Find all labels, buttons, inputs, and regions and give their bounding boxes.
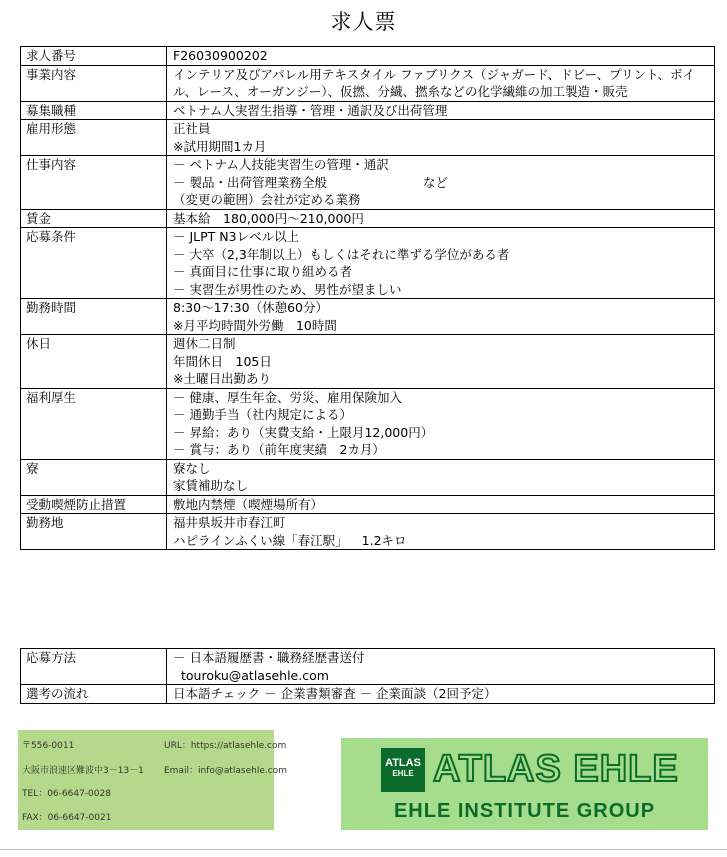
table-row — [21, 209, 715, 228]
phone-number: TEL：06-6647-0028 — [22, 789, 111, 799]
row-label: 選考の流れ — [21, 685, 167, 704]
row-label: 雇用形態 — [21, 120, 167, 156]
table-row — [21, 459, 715, 495]
atlas-ehle-logo — [341, 738, 708, 830]
logo-badge-icon: ATLAS EHLE — [381, 748, 425, 792]
row-label: 勤務地 — [21, 514, 167, 550]
row-label: 福利厚生 — [21, 388, 167, 459]
row-label: 勤務時間 — [21, 299, 167, 335]
row-value: － 日本語履歴書・職務経歴書送付 touroku@atlasehle.com — [167, 649, 715, 685]
email-address: Email：info@atlasehle.com — [164, 766, 287, 776]
row-value: 正社員 ※試用期間1カ月 — [167, 120, 715, 156]
job-details-table — [20, 46, 715, 550]
row-value: F26030900202 — [167, 47, 715, 66]
table-row — [21, 495, 715, 514]
table-row — [21, 228, 715, 299]
row-label: 応募方法 — [21, 649, 167, 685]
row-value: 基本給 180,000円～210,000円 — [167, 209, 715, 228]
page-title: 求人票 — [330, 10, 397, 34]
row-value: インテリア及びアパレル用テキスタイル ファブリクス（ジャガード、ドビー、プリント、ボイル、レース、オーガンジー）、仮撚、分繊、撚糸などの化学繊維の加工製造・販売 — [167, 65, 715, 101]
table-row — [21, 101, 715, 120]
row-value: － 健康、厚生年金、労災、雇用保険加入 － 通勤手当（社内規定による） － 昇給：あり（実費支給・上限月12,000円） － 賞与：あり（前年度実績 2カ月） — [167, 388, 715, 459]
row-value: 敷地内禁煙（喫煙場所有） — [167, 495, 715, 514]
table-row — [21, 299, 715, 335]
postal-code: 〒556-0011 — [22, 741, 75, 751]
row-label: 求人番号 — [21, 47, 167, 66]
row-label: 寮 — [21, 459, 167, 495]
address: 大阪市浪速区難波中3－13－1 — [22, 766, 144, 776]
table-row — [21, 388, 715, 459]
logo-subtitle: EHLE INSTITUTE GROUP — [393, 800, 656, 822]
row-label: 休日 — [21, 335, 167, 389]
row-label: 仕事内容 — [21, 156, 167, 210]
row-value: ベトナム人実習生指導・管理・通訳及び出荷管理 — [167, 101, 715, 120]
row-label: 受動喫煙防止措置 — [21, 495, 167, 514]
table-row — [21, 335, 715, 389]
row-value: 日本語チェック － 企業書類審査 － 企業面談（2回予定） — [167, 685, 715, 704]
application-table — [20, 648, 715, 704]
row-label: 賃金 — [21, 209, 167, 228]
contact-box — [18, 730, 287, 830]
table-row — [21, 685, 715, 704]
row-value: － JLPT N3レベル以上 － 大卒（2,3年制以上）もしくはそれに準ずる学位がある者 － 真面目に仕事に取り組める者 － 実習生が男性のため、男性が望ましい — [167, 228, 715, 299]
table-row — [21, 156, 715, 210]
table-row — [21, 649, 715, 685]
table-row — [21, 514, 715, 550]
row-label: 応募条件 — [21, 228, 167, 299]
page-divider — [0, 849, 727, 850]
website-url: URL：https://atlasehle.com — [164, 741, 287, 751]
row-value: 寮なし 家賃補助なし — [167, 459, 715, 495]
table-row — [21, 47, 715, 66]
row-value: 8:30～17:30（休憩60分） ※月平均時間外労働 10時間 — [167, 299, 715, 335]
row-value: － ベトナム人技能実習生の管理・通訳 － 製品・出荷管理業務全般 など （変更の範囲）会社が定める業務 — [167, 156, 715, 210]
row-value: 週休二日制 年間休日 105日 ※土曜日出勤あり — [167, 335, 715, 389]
table-row — [21, 120, 715, 156]
fax-number: FAX：06-6647-0021 — [22, 813, 112, 823]
logo-wordmark: ATLAS EHLE — [433, 748, 679, 790]
row-value: 福井県坂井市春江町 ハピラインふくい線「春江駅」 1.2キロ — [167, 514, 715, 550]
table-row — [21, 65, 715, 101]
row-label: 募集職種 — [21, 101, 167, 120]
apply-email: touroku@atlasehle.com — [181, 667, 329, 683]
row-label: 事業内容 — [21, 65, 167, 101]
